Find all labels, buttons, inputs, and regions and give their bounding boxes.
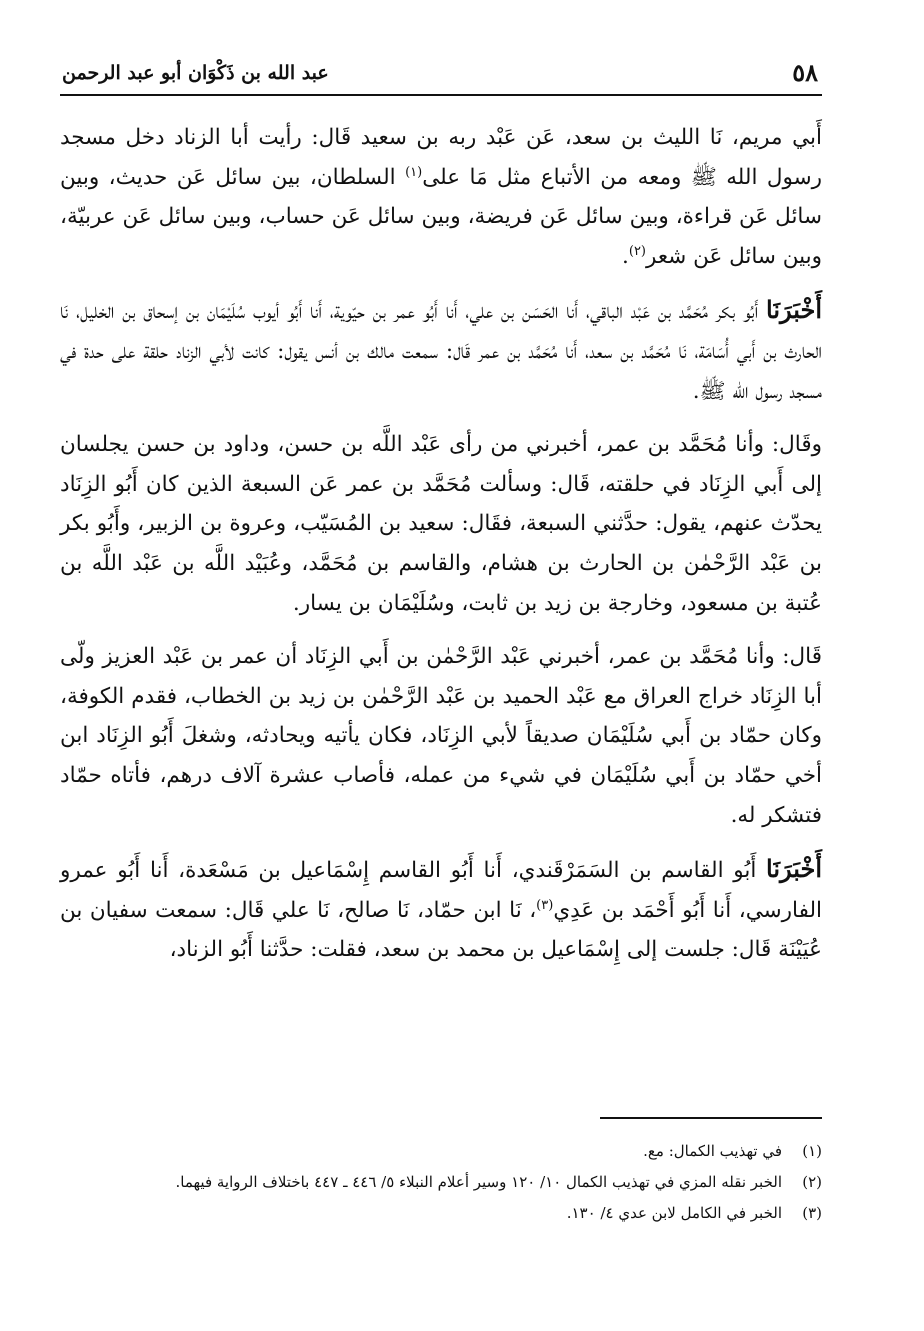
page-header (60, 58, 822, 96)
footnote (60, 1200, 822, 1227)
paragraph (60, 637, 822, 835)
footnote-marker: (٢) (628, 243, 646, 259)
paragraph-text: أَبُو القاسم بن السَمَرْقَندي، أَنا أَبُو القاسم إِسْمَاعيل بن مَسْعَدة، أَنا أَبُو عمرو الفارسي، أَنا أَبُو أَحْمَد بن عَدِي (60, 858, 822, 923)
paragraph (60, 425, 822, 623)
footnote-number: (١) (802, 1142, 822, 1160)
footnote (60, 1169, 822, 1196)
paragraph-text: أَبُو بكر مُحَمَّد بن عَبْد الباقي، أَنا الحَسَن بن علي، أَنا أَبُو عمر بن حيّوية، أَنا أَبُو أيوب سُلَيْمَان بن إسحاق بن الخليل، نَا الحارث بن أَبي أُسَامَة، نَا مُحَمَّد بن سعد، أَنا مُحَمَّد بن عمر قَال: سمعت مالك بن أنس يقول: كانت لأبي الزناد حلقة على حدة في مسجد رسول الله ﷺ. (60, 299, 822, 404)
footnote-marker: (٣) (536, 897, 554, 913)
paragraph (60, 849, 822, 970)
footnote-text: الخبر نقله المزي في تهذيب الكمال ١٠/ ١٢٠ وسير أعلام النبلاء ٥/ ٤٤٦ ـ ٤٤٧ باختلاف الرواية فيهما. (175, 1173, 782, 1191)
paragraph (60, 290, 822, 411)
footnote-number: (٣) (802, 1204, 822, 1222)
footnotes (60, 1138, 822, 1231)
paragraph-text: السلطان، بين سائل عَن حديث، وبين سائل عَن قراءة، وبين سائل عَن فريضة، وبين سائل عَن حساب، وبين سائل عَن عربيّة، وبين سائل عَن شعر (60, 164, 822, 269)
isnad-lead-word: أَخْبَرَنَا (766, 295, 822, 325)
running-title: عبد الله بن ذَكْوَان أبو عبد الرحمن (62, 62, 329, 84)
paragraph-text: ، نَا ابن حمّاد، نَا صالح، نَا علي قَال: سمعت سفيان بن عُيَيْنَة قَال: جلست إلى إِسْمَاعيل بن محمد بن سعد، فقلت: حدَّثنا أَبُو الزناد، (60, 897, 822, 963)
page-number: ٥٨ (792, 58, 818, 87)
paragraph-text: وقَال: وأنا مُحَمَّد بن عمر، أخبرني من رأى عَبْد اللَّه بن حسن، وداود بن حسن يجلسان إلى أَبي الزِنَاد في حلقته، قَال: وسألت مُحَمَّد بن عمر عَن السبعة الذين كان أَبُو الزِنَاد يحدّث عنهم، يقول: حدَّثني السبعة، فقَال: سعيد بن المُسَيّب، وعروة بن الزبير، وأَبُو بكر بن عَبْد الرَّحْمٰن بن الحارث بن هشام، والقاسم بن مُحَمَّد، وعُبَيْد اللَّه بن عَبْد اللَّه بن عُتبة بن مسعود، وخارجة بن زيد بن ثابت، وسُلَيْمَان بن يسار. (60, 432, 822, 616)
footnote-text: الخبر في الكامل لابن عدي ٤/ ١٣٠. (566, 1204, 782, 1222)
footnote-separator (600, 1117, 822, 1119)
footnote (60, 1138, 822, 1165)
paragraph-text: قَال: وأنا مُحَمَّد بن عمر، أخبرني عَبْد الرَّحْمٰن بن أَبي الزِنَاد أن عمر بن عَبْد العزيز ولّى أبا الزِنَاد خراج العراق مع عَبْد الحميد بن عَبْد الرَّحْمٰن بن زيد بن الخطاب، فقدم الكوفة، وكان حمّاد بن أَبي سُلَيْمَان صديقاً لأبي الزِنَاد، فكان يأتيه ويحادثه، وشغلَ أَبُو الزِنَاد ابن أخي حمّاد بن أَبي سُلَيْمَان في شيء من عمله، فأصاب عشرة آلاف درهم، فأتاه حمّاد فتشكر له. (60, 644, 822, 828)
paragraph-text: أَبي مريم، نَا الليث بن سعد، عَن عَبْد ربه بن سعيد قَال: رأيت أبا الزناد دخل مسجد رسول الله ﷺ ومعه من الأتباع مثل مَا على (60, 125, 822, 190)
footnote-number: (٢) (802, 1173, 822, 1191)
main-text (60, 118, 822, 970)
isnad-lead-word: أَخْبَرَنَا (766, 854, 822, 884)
footnote-text: في تهذيب الكمال: مع. (643, 1142, 782, 1160)
paragraph (60, 118, 822, 276)
footnote-marker: (١) (405, 164, 423, 180)
paragraph-text: . (622, 243, 629, 269)
